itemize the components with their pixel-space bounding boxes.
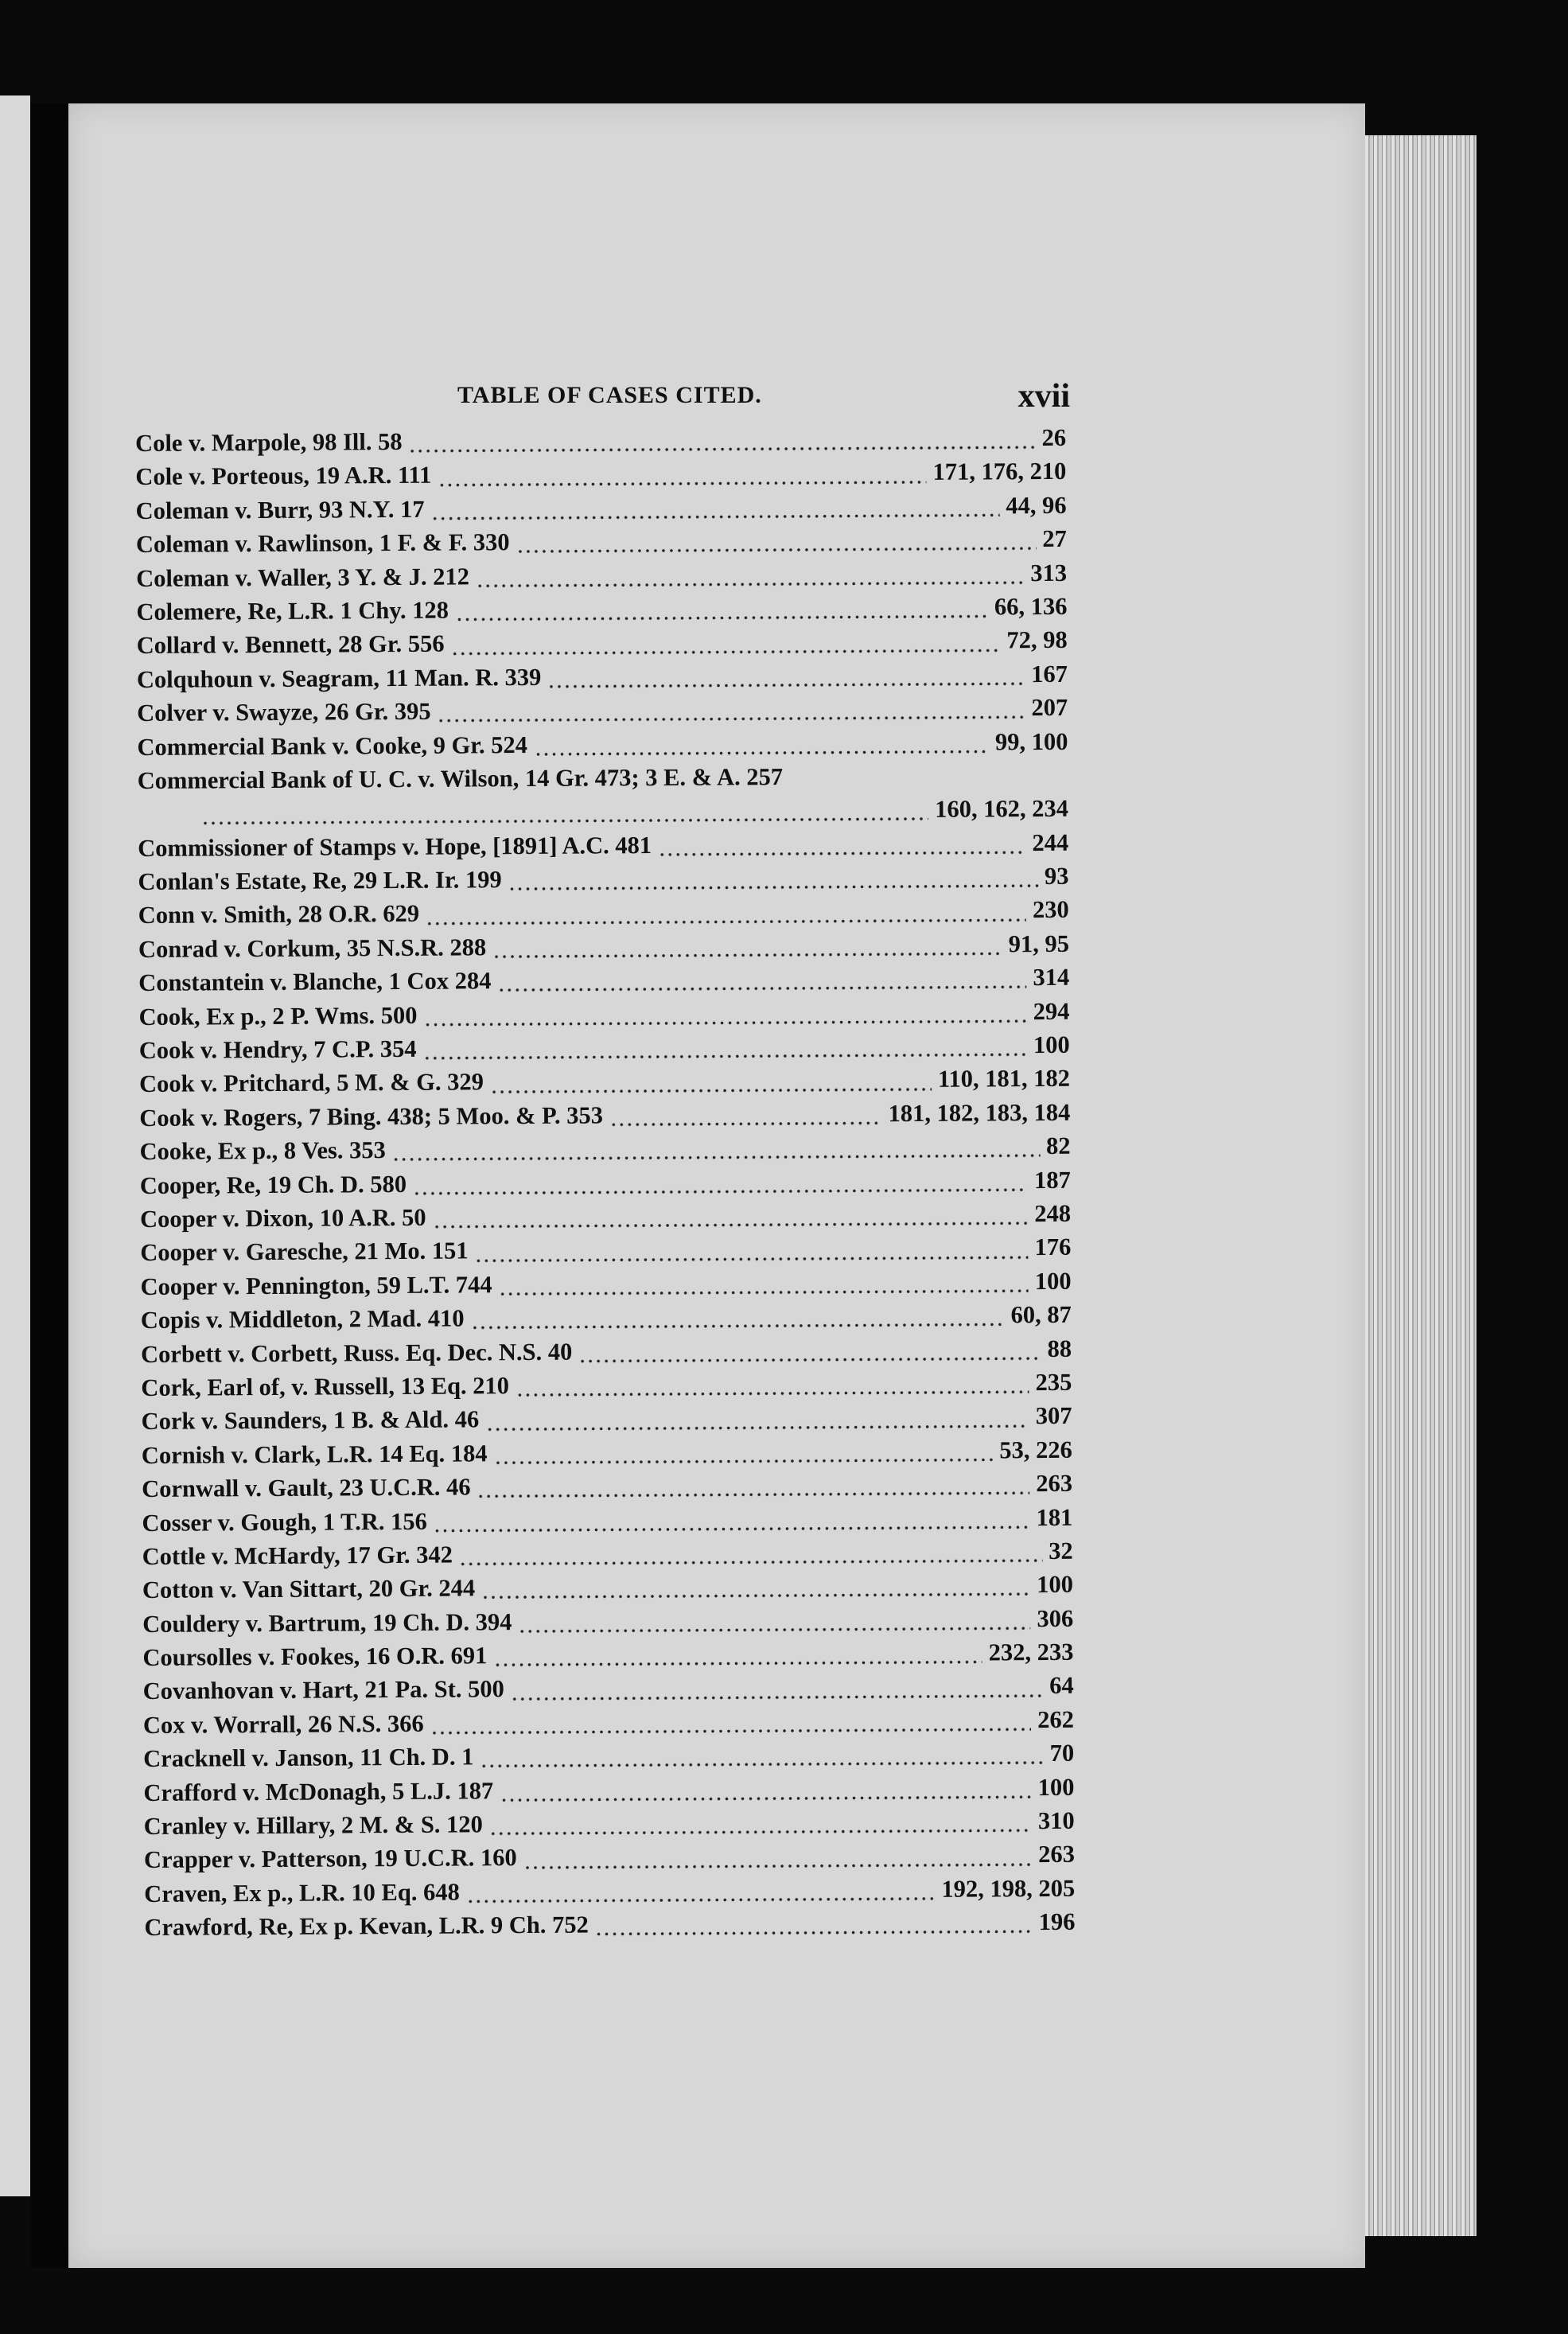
page-references: 244 <box>1032 828 1069 856</box>
case-entry <box>143 1706 1074 1746</box>
case-entry <box>138 896 1069 936</box>
case-entry <box>138 762 1068 835</box>
case-entry <box>142 1402 1072 1442</box>
case-entry <box>140 1200 1071 1240</box>
case-name: Collard v. Bennett, 28 Gr. 556 <box>136 629 445 660</box>
page-references: 100 <box>1034 1267 1072 1295</box>
case-entry <box>144 1841 1075 1880</box>
case-entry <box>136 492 1067 532</box>
case-name: Conrad v. Corkum, 35 N.S.R. 288 <box>138 933 487 963</box>
case-entry <box>141 1301 1072 1341</box>
page-references: 100 <box>1033 1031 1070 1059</box>
case-name: Cook v. Rogers, 7 Bing. 438; 5 Moo. & P. 353 <box>139 1101 604 1132</box>
dot-leader <box>438 715 1025 723</box>
dot-leader <box>492 952 1002 958</box>
case-name: Crawford, Re, Ex p. Kevan, L.R. 9 Ch. 752 <box>144 1911 589 1942</box>
page-references: 160, 162, 234 <box>935 795 1069 824</box>
page-references: 32 <box>1049 1537 1073 1564</box>
page-references: 196 <box>1038 1908 1076 1936</box>
case-name: Commercial Bank of U. C. v. Wilson, 14 Gr. 473; 3 E. & A. 257 <box>137 762 784 794</box>
dot-leader <box>490 1088 932 1093</box>
case-name: Cooper v. Pennington, 59 L.T. 744 <box>140 1271 492 1300</box>
page-references: 262 <box>1037 1705 1075 1733</box>
case-entry <box>144 1908 1075 1948</box>
dot-leader <box>201 817 928 825</box>
case-name: Cook v. Pritchard, 5 M. & G. 329 <box>138 1068 484 1098</box>
dot-leader <box>481 1593 1030 1600</box>
dot-leader <box>433 1222 1029 1229</box>
case-entry <box>137 694 1068 734</box>
case-entry <box>136 593 1067 633</box>
case-name: Commercial Bank v. Cooke, 9 Gr. 524 <box>137 731 528 761</box>
case-entry <box>142 1638 1073 1678</box>
table-of-cases <box>135 424 1076 1948</box>
page-references: 230 <box>1032 896 1069 924</box>
case-entry <box>141 1335 1072 1374</box>
dot-leader <box>476 581 1024 587</box>
dot-leader <box>413 1188 1028 1195</box>
page-references: 263 <box>1038 1841 1076 1868</box>
adjacent-page-strip <box>0 95 30 2196</box>
case-entry <box>139 1065 1070 1105</box>
dot-leader <box>471 1323 1005 1330</box>
dot-leader <box>499 1289 1029 1296</box>
case-name: Corbett v. Corbett, Russ. Eq. Dec. N.S. 40 <box>140 1338 573 1368</box>
page-references: 294 <box>1033 997 1070 1025</box>
page-references: 176 <box>1034 1233 1072 1261</box>
page-references: 27 <box>1042 525 1067 553</box>
page-references: 263 <box>1036 1469 1073 1498</box>
case-entry <box>138 829 1068 869</box>
case-name: Cooper, Re, 19 Ch. D. 580 <box>139 1170 407 1199</box>
dot-leader <box>475 1256 1029 1262</box>
case-name: Cooke, Ex p., 8 Ves. 353 <box>139 1136 386 1166</box>
page-references: 192, 198, 205 <box>941 1874 1076 1903</box>
case-name: Colemere, Re, L.R. 1 Chy. 128 <box>136 596 449 625</box>
page-references: 53, 226 <box>999 1436 1072 1464</box>
page-header <box>457 378 1070 430</box>
page-references: 307 <box>1035 1402 1072 1430</box>
binding-shadow <box>30 103 70 2268</box>
case-name: Cosser v. Gough, 1 T.R. 156 <box>142 1507 427 1537</box>
dot-leader <box>508 884 1038 890</box>
page-number: xvii <box>1017 378 1070 415</box>
case-name: Cork v. Saunders, 1 B. & Ald. 46 <box>141 1405 480 1436</box>
case-entry <box>140 1166 1071 1206</box>
page-references: 100 <box>1037 1773 1075 1801</box>
case-name: Cotton v. Van Sittart, 20 Gr. 244 <box>142 1574 476 1604</box>
case-name: Coleman v. Waller, 3 Y. & J. 212 <box>136 563 470 592</box>
page-references: 181, 182, 183, 184 <box>888 1098 1071 1128</box>
case-name: Cracknell v. Janson, 11 Ch. D. 1 <box>143 1743 474 1773</box>
case-entry <box>139 1132 1070 1172</box>
page-references: 207 <box>1031 693 1068 722</box>
case-entry <box>142 1605 1073 1645</box>
case-entry <box>143 1773 1074 1813</box>
page-references: 110, 181, 182 <box>937 1065 1071 1093</box>
case-name: Crafford v. McDonagh, 5 L.J. 187 <box>143 1776 494 1806</box>
case-entry <box>137 626 1068 666</box>
page-references: 310 <box>1037 1806 1075 1835</box>
dot-leader <box>426 918 1026 925</box>
case-entry <box>136 559 1067 598</box>
dot-leader <box>595 1931 1033 1936</box>
dot-leader <box>438 481 926 487</box>
case-entry <box>142 1436 1072 1476</box>
page-references: 44, 96 <box>1006 491 1067 520</box>
page-references: 187 <box>1033 1166 1071 1194</box>
case-name: Commissioner of Stamps v. Hope, [1891] A.C. 481 <box>138 831 652 862</box>
running-title: TABLE OF CASES CITED. <box>457 382 762 408</box>
dot-leader <box>497 986 1026 992</box>
dot-leader <box>609 1121 882 1126</box>
case-name: Cork, Earl of, v. Russell, 13 Eq. 210 <box>141 1372 510 1401</box>
case-name: Conlan's Estate, Re, 29 L.R. Ir. 199 <box>138 866 502 896</box>
page-references: 100 <box>1037 1571 1073 1599</box>
case-name: Cook v. Hendry, 7 C.P. 354 <box>138 1035 417 1065</box>
case-entry <box>142 1503 1072 1543</box>
page-references: 60, 87 <box>1010 1301 1072 1329</box>
case-name: Cooper v. Dixon, 10 A.R. 50 <box>139 1203 426 1233</box>
page-references: 313 <box>1030 559 1068 586</box>
dot-leader <box>480 1761 1043 1767</box>
page-references: 171, 176, 210 <box>932 458 1067 486</box>
case-entry <box>139 1031 1070 1071</box>
page-references: 91, 95 <box>1008 929 1070 958</box>
case-entry <box>135 458 1066 497</box>
page-references: 99, 100 <box>994 727 1068 755</box>
case-entry <box>138 863 1068 902</box>
dot-leader <box>489 1829 1032 1835</box>
page-references: 181 <box>1036 1503 1073 1531</box>
case-name: Cooper v. Garesche, 21 Mo. 151 <box>140 1237 469 1267</box>
case-entry <box>142 1470 1072 1510</box>
case-name: Cottle v. McHardy, 17 Gr. 342 <box>142 1541 453 1570</box>
case-entry <box>139 1099 1070 1139</box>
case-entry <box>144 1807 1075 1847</box>
dot-leader <box>466 1897 936 1903</box>
case-name: Constantein v. Blanche, 1 Cox 284 <box>138 967 492 997</box>
case-name: Couldery v. Bartrum, 19 Ch. D. 394 <box>142 1607 512 1638</box>
case-name: Colquhoun v. Seagram, 11 Man. R. 339 <box>136 663 542 693</box>
case-name: Colver v. Swayze, 26 Gr. 395 <box>137 697 431 727</box>
dot-leader <box>511 1694 1043 1701</box>
page-references: 82 <box>1045 1132 1071 1160</box>
dot-leader <box>455 615 988 621</box>
dot-leader <box>392 1154 1040 1161</box>
case-name: Cornwall v. Gault, 23 U.C.R. 46 <box>142 1473 471 1503</box>
dot-leader <box>494 1458 994 1464</box>
case-name: Conn v. Smith, 28 O.R. 629 <box>138 900 420 929</box>
case-name: Cook, Ex p., 2 P. Wms. 500 <box>138 1001 418 1031</box>
page-references: 93 <box>1044 862 1069 890</box>
dot-leader <box>485 1424 1029 1431</box>
case-entry <box>140 1268 1071 1307</box>
case-entry <box>136 525 1067 565</box>
page-references: 306 <box>1037 1604 1074 1632</box>
case-name: Coleman v. Rawlinson, 1 F. & F. 330 <box>135 528 510 559</box>
page-references: 64 <box>1049 1672 1074 1700</box>
dot-leader <box>424 1019 1027 1027</box>
case-entry <box>142 1537 1073 1577</box>
page-references: 232, 233 <box>988 1638 1074 1666</box>
dot-leader <box>534 750 989 755</box>
dot-leader <box>409 446 1036 453</box>
case-name: Copis v. Middleton, 2 Mad. 410 <box>140 1304 465 1335</box>
page-references: 72, 98 <box>1006 626 1068 654</box>
case-entry <box>138 997 1069 1037</box>
case-name: Coleman v. Burr, 93 N.Y. 17 <box>135 495 425 524</box>
dot-leader <box>431 513 1000 520</box>
page-references: 167 <box>1031 660 1068 688</box>
case-name: Cole v. Marpole, 98 Ill. 58 <box>135 427 403 457</box>
page-references: 26 <box>1041 423 1067 452</box>
page-references: 88 <box>1047 1335 1072 1362</box>
dot-leader <box>578 1357 1041 1363</box>
case-name: Coursolles v. Fookes, 16 O.R. 691 <box>142 1642 488 1672</box>
page-references: 66, 136 <box>994 592 1068 621</box>
case-entry <box>142 1571 1073 1611</box>
dot-leader <box>658 851 1025 856</box>
page-references: 248 <box>1034 1199 1072 1228</box>
dot-leader <box>516 547 1037 553</box>
case-name: Covanhovan v. Hart, 21 Pa. St. 500 <box>142 1675 504 1705</box>
case-entry <box>138 930 1069 970</box>
dot-leader <box>423 1053 1027 1060</box>
case-name: Cornish v. Clark, L.R. 14 Eq. 184 <box>141 1440 488 1469</box>
dot-leader <box>547 682 1025 688</box>
dot-leader <box>430 1728 1032 1735</box>
case-entry <box>143 1672 1074 1712</box>
case-name: Crapper v. Patterson, 19 U.C.R. 160 <box>143 1844 517 1874</box>
page-references: 70 <box>1049 1740 1075 1767</box>
case-name: Cox v. Worrall, 26 N.S. 366 <box>142 1709 424 1739</box>
case-name: Cole v. Porteous, 19 A.R. 111 <box>135 462 432 491</box>
page-references: 314 <box>1033 964 1070 992</box>
case-entry <box>141 1369 1072 1409</box>
dot-leader <box>500 1795 1032 1802</box>
dot-leader <box>434 1525 1030 1533</box>
case-name: Cranley v. Hillary, 2 M. & S. 120 <box>143 1810 483 1840</box>
dot-leader <box>493 1661 982 1667</box>
case-entry <box>137 660 1068 700</box>
case-entry <box>144 1875 1075 1915</box>
dot-leader <box>477 1491 1030 1498</box>
page-references: 235 <box>1035 1368 1072 1397</box>
page-edge-stack <box>1365 135 1477 2236</box>
case-entry <box>137 727 1068 767</box>
dot-leader <box>516 1390 1029 1397</box>
case-name: Craven, Ex p., L.R. 10 Eq. 648 <box>144 1878 460 1907</box>
dot-leader <box>519 1627 1031 1633</box>
dot-leader <box>451 649 1001 655</box>
dot-leader <box>523 1863 1032 1869</box>
case-entry <box>138 964 1069 1003</box>
case-entry <box>143 1740 1074 1779</box>
case-entry <box>135 424 1066 464</box>
dot-leader <box>459 1559 1042 1565</box>
case-entry <box>140 1233 1071 1273</box>
